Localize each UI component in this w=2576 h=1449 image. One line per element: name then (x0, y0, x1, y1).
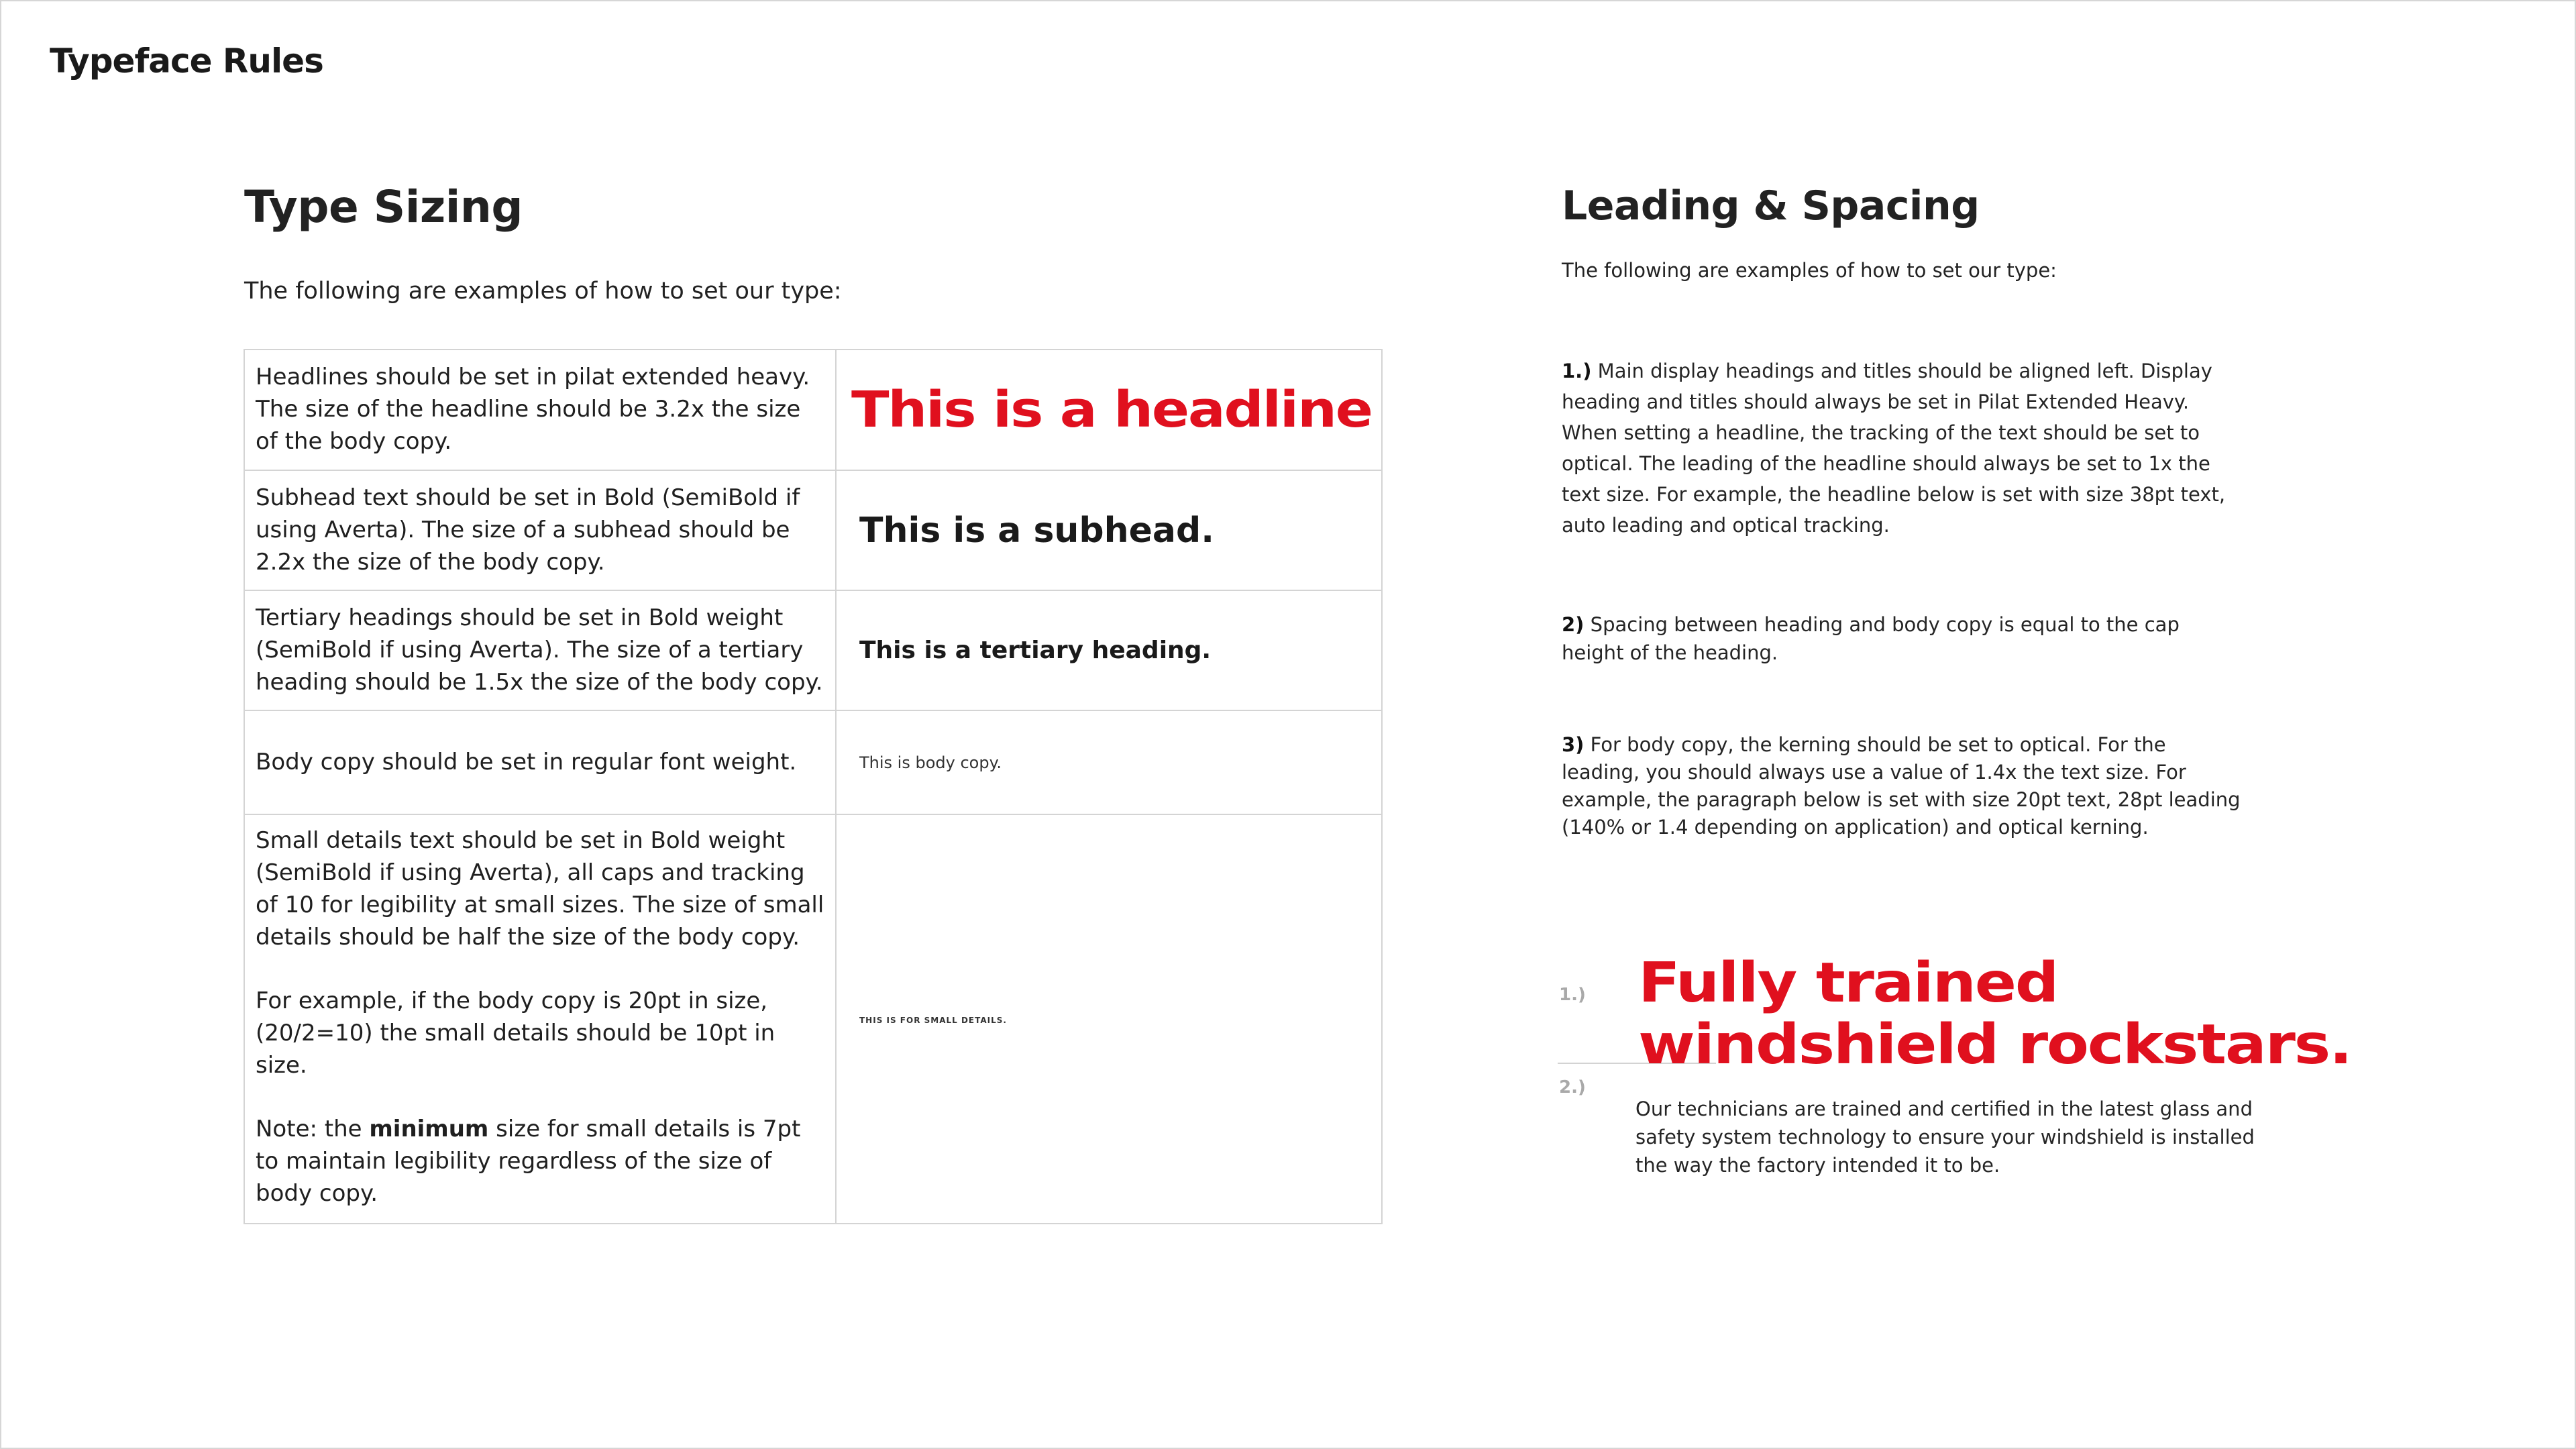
demo-headline-line: Fully trained (1638, 951, 2058, 1015)
rule-description (244, 470, 836, 590)
rule-number: 2) (1562, 613, 1585, 636)
subhead-example: This is a subhead. (859, 510, 1214, 551)
rule-text: Main display headings and titles should be aligned left. Display heading and titles should always be set in Pilat Extended Heavy. When setting a headline, the tracking of the text should be set to optical. The leading of the headline should always be set to 1x the text size. For example, the headline below is set with size 38pt text, auto leading and optical tracking. (1562, 360, 2226, 537)
rule-description (244, 350, 836, 470)
rule-note-suffix: size for small details is 7pt to maintain legibility regardless of the size of body copy. (256, 1116, 801, 1207)
type-sizing-intro: The following are examples of how to set our type: (244, 278, 842, 305)
body-copy-example: This is body copy. (859, 753, 1002, 772)
rule-note-prefix: Note: the (256, 1116, 370, 1142)
tertiary-heading-example: This is a tertiary heading. (859, 637, 1212, 664)
demo-marker-1: 1.) (1559, 985, 1586, 1005)
spacing-rule (1562, 610, 2246, 667)
rule-description-text: Headlines should be set in pilat extended heavy. The size of the headline should be 3.2x the size of the body copy. (256, 364, 810, 455)
rule-description-text: Subhead text should be set in Bold (SemiBold if using Averta). The size of a subhead should be 2.2x the size of the body copy. (256, 484, 800, 576)
spacing-rule (1562, 731, 2246, 841)
demo-headline (1638, 953, 2351, 1076)
rule-description (244, 590, 836, 710)
rule-note (256, 1113, 824, 1210)
rule-description-text: Tertiary headings should be set in Bold weight (SemiBold if using Averta). The size of a tertiary heading should be 1.5x the size of the body copy. (256, 604, 823, 696)
rule-description-text: Body copy should be set in regular font weight. (256, 748, 797, 775)
rule-example-cell (836, 710, 1382, 814)
rule-number: 1.) (1562, 360, 1592, 382)
headline-example: This is a headline (851, 381, 1372, 439)
rule-example-cell (836, 470, 1382, 590)
type-sizing-table (244, 349, 1383, 1224)
rule-text: Spacing between heading and body copy is equal to the cap height of the heading. (1562, 613, 2180, 664)
table-row (244, 470, 1382, 590)
type-sizing-title: Type Sizing (244, 181, 523, 233)
rule-note-emphasis: minimum (369, 1116, 489, 1142)
rule-example-cell (836, 350, 1382, 470)
table-row (244, 350, 1382, 470)
rule-example-cell (836, 814, 1382, 1224)
rule-description (244, 710, 836, 814)
table-row (244, 590, 1382, 710)
demo-headline-line: windshield rockstars. (1638, 1013, 2351, 1077)
rule-description-text: Small details text should be set in Bold weight (SemiBold if using Averta), all caps and tracking of 10 for legibility at small sizes. The size of small details should be half the size of the body copy. (256, 827, 824, 951)
rule-example-cell (836, 590, 1382, 710)
leading-spacing-intro: The following are examples of how to set our type: (1562, 259, 2057, 282)
rule-text: For body copy, the kerning should be set to optical. For the leading, you should always use a value of 1.4x the text size. For example, the paragraph below is set with size 20pt text, 28pt leading (140% or 1.4 depending on application) and optical kerning. (1562, 733, 2241, 839)
page-title: Typeface Rules (50, 42, 323, 80)
rule-description (244, 814, 836, 1224)
table-row (244, 814, 1382, 1224)
rule-number: 3) (1562, 733, 1585, 756)
rule-description-text: For example, if the body copy is 20pt in size, (20/2=10) the small details should be 10pt in size. (256, 987, 775, 1079)
spacing-rule (1562, 356, 2246, 541)
small-details-example: THIS IS FOR SMALL DETAILS. (859, 1015, 1007, 1025)
leading-spacing-title: Leading & Spacing (1562, 182, 1980, 229)
demo-body-copy: Our technicians are trained and certified in the latest glass and safety system technology to ensure your windshield is installed the way the factory intended it to be. (1635, 1097, 2255, 1177)
demo-marker-2: 2.) (1559, 1077, 1586, 1097)
table-row (244, 710, 1382, 814)
